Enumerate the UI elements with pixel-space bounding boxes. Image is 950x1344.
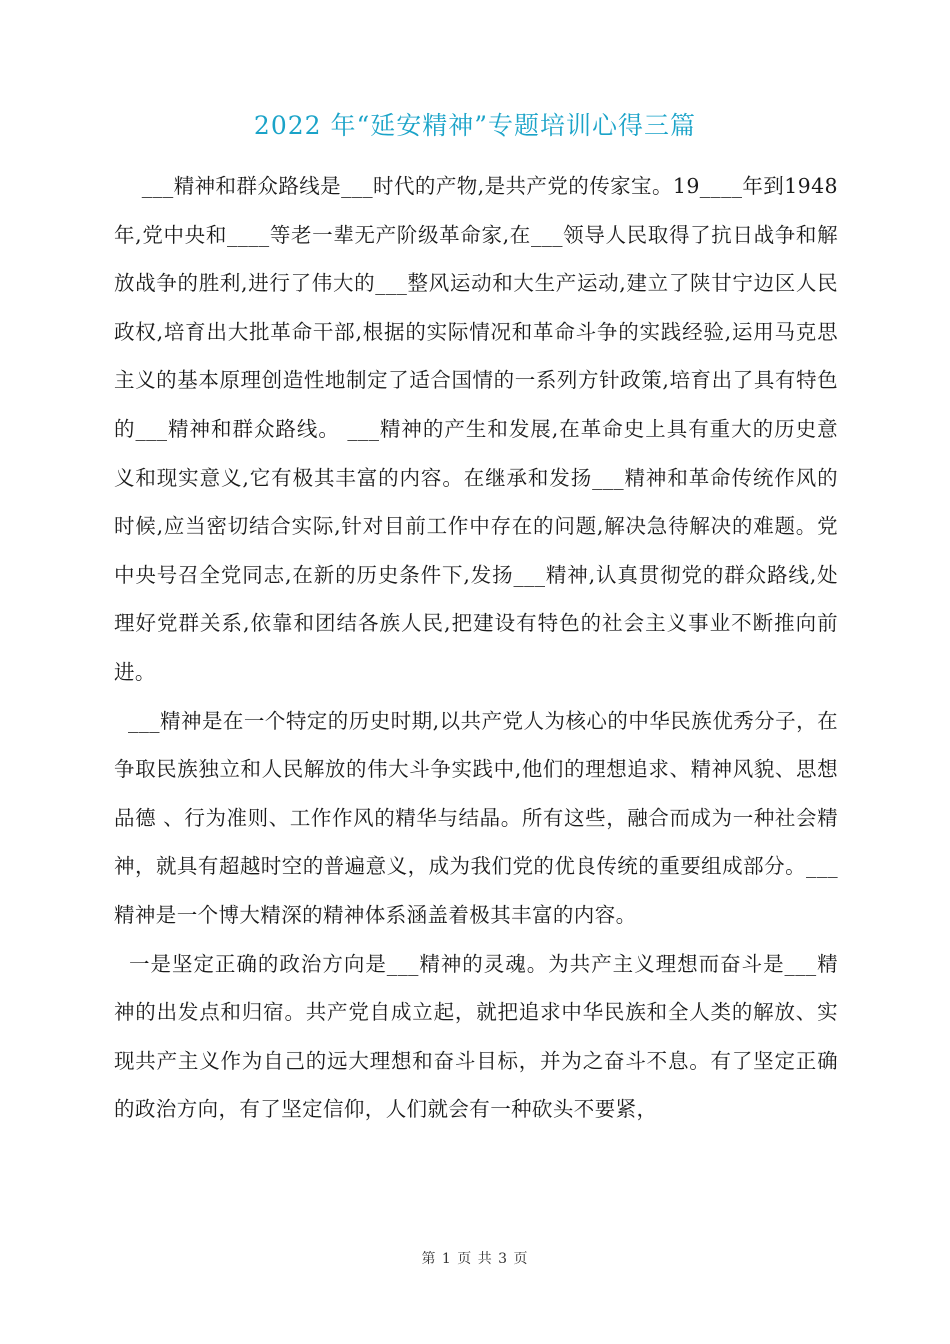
paragraph-3: 一是坚定正确的政治方向是___精神的灵魂。为共产主义理想而奋斗是___精神的出发点和归宿。共产党自成立起，就把追求中华民族和全人类的解放、实现共产主义作为自己的远大理想和奋斗目标，并为之奋斗不息。有了坚定正确的政治方向，有了坚定信仰，人们就会有一种砍头不要紧， — [114, 951, 838, 1122]
paragraph-1: ___精神和群众路线是___时代的产物,是共产党的传家宝。19____年到1948 年,党中央和____等老一辈无产阶级革命家,在___领导人民取得了抗日战争和解放战争的胜利,进行了伟大的___整风运动和大生产运动,建立了陕甘宁边区人民政权,培育出大批革命干部,根据的实际情况和革命斗争的实践经验,运用马克思主义的基本原理创造性地制定了适合国情的一系列方针政策,培育出了具有特色的___精神和群众路线。 ___精神的产生和发展,在革命史上具有重大的历史意义和现实意义,它有极其丰富的内容。在继承和发扬___精神和革命传统作风的时候,应当密切结合实际,针对目前工作中存在的问题,解决急待解决的难题。党中央号召全党同志,在新的历史条件下,发扬___精神,认真贯彻党的群众路线,处理好党群关系,依靠和团结各族人民,把建设有特色的社会主义事业不断推向前进。 — [114, 174, 845, 684]
paragraph-2: ___精神是在一个特定的历史时期,以共产党人为核心的中华民族优秀分子，在争取民族独立和人民解放的伟大斗争实践中,他们的理想追求、精神风貌、思想品德 、行为准则、工作作风的精华与结晶。所有这些，融合而成为一种社会精神，就具有超越时空的普遍意义，成为我们党的优良传统的重要组成部分。___精神是一个博大精深的精神体系涵盖着极其丰富的内容。 — [114, 708, 838, 927]
document-body — [114, 162, 845, 1134]
page-footer: 第 1 页 共 3 页 — [421, 1251, 529, 1267]
document-title: 2022 年“延安精神”专题培训心得三篇 — [253, 111, 697, 140]
